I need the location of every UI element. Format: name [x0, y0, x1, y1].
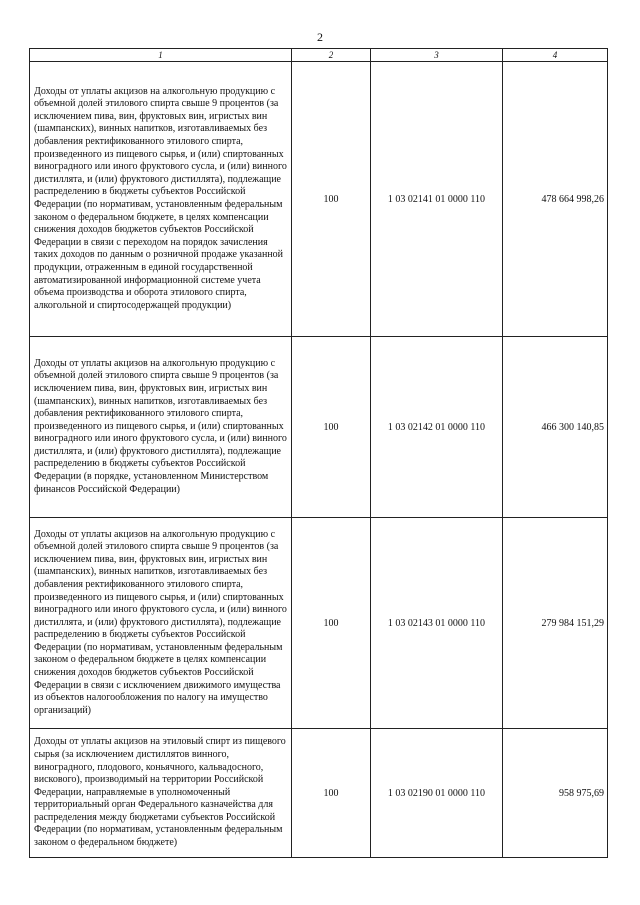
table-row [30, 62, 608, 337]
revenue-table [29, 48, 608, 858]
table-row [30, 729, 608, 858]
row-admin-code: 100 [292, 337, 371, 518]
row-classification-code: 1 03 02141 01 0000 110 [371, 62, 503, 337]
row-admin-code: 100 [292, 729, 371, 858]
page-number: 2 [317, 30, 323, 44]
row-description: Доходы от уплаты акцизов на этиловый спирт из пищевого сырья (за исключением дистиллятов винного, виноградного, плодового, коньячного, кальвадосного, вискового), производимый на территории Российской Федерации, направляемые в уполномоченный территориальный орган Федерального казначейства для распределения между бюджетами субъектов Российской Федерации (по нормативам, установленным федеральным законом о федеральном бюджете) [30, 729, 292, 858]
row-description: Доходы от уплаты акцизов на алкогольную продукцию с объемной долей этилового спирта свыше 9 процентов (за исключением пива, вин, фруктовых вин, игристых вин (шампанских), винных напитков, изготавливаемых без добавления ректификованного этилового спирта, произведенного из пищевого сырья, и (или) спиртованных виноградного или иного фруктового сусла, и (или) винного дистиллята, и (или) фруктового дистиллята), подлежащие распределению в бюджеты субъектов Российской Федерации (по нормативам, установленным федеральным законом о федеральном бюджете, в целях компенсации снижения доходов бюджетов субъектов Российской Федерации в связи с переходом на порядок зачисления таких доходов по данным о розничной продаже указанной продукции, отраженным в единой государственной автоматизированной информационной системе учета объема производства и оборота этилового спирта, алкогольной и спиртосодержащей продукции) [30, 62, 292, 337]
row-amount: 279 984 151,29 [503, 518, 608, 729]
table-row [30, 337, 608, 518]
table-row [30, 518, 608, 729]
row-classification-code: 1 03 02142 01 0000 110 [371, 337, 503, 518]
row-admin-code: 100 [292, 62, 371, 337]
row-classification-code: 1 03 02143 01 0000 110 [371, 518, 503, 729]
row-description: Доходы от уплаты акцизов на алкогольную продукцию с объемной долей этилового спирта свыше 9 процентов (за исключением пива, вин, фруктовых вин, игристых вин (шампанских), винных напитков, изготавливаемых без добавления ректификованного этилового спирта, произведенного из пищевого сырья, и (или) спиртованных виноградного или иного фруктового сусла, и (или) винного дистиллята, и (или) фруктового дистиллята), подлежащие распределению в бюджеты субъектов Российской Федерации (по нормативам, установленным федеральным законом о федеральном бюджете в целях компенсации снижения доходов бюджетов субъектов Российской Федерации в связи с исключением движимого имущества из объектов налогообложения по налогу на имущество организаций) [30, 518, 292, 729]
row-classification-code: 1 03 02190 01 0000 110 [371, 729, 503, 858]
row-amount: 478 664 998,26 [503, 62, 608, 337]
header-col-2: 2 [292, 49, 371, 62]
row-amount: 466 300 140,85 [503, 337, 608, 518]
table-header-row [30, 49, 608, 62]
row-admin-code: 100 [292, 518, 371, 729]
header-col-3: 3 [371, 49, 503, 62]
header-col-1: 1 [30, 49, 292, 62]
row-amount: 958 975,69 [503, 729, 608, 858]
header-col-4: 4 [503, 49, 608, 62]
row-description: Доходы от уплаты акцизов на алкогольную продукцию с объемной долей этилового спирта свыше 9 процентов (за исключением пива, вин, фруктовых вин, игристых вин (шампанских), винных напитков, изготавливаемых без добавления ректификованного этилового спирта, произведенного из пищевого сырья, и (или) спиртованных виноградного или иного фруктового сусла, и (или) винного дистиллята, и (или) фруктового дистиллята), подлежащие распределению в бюджеты субъектов Российской Федерации (в порядке, установленном Министерством финансов Российской Федерации) [30, 337, 292, 518]
